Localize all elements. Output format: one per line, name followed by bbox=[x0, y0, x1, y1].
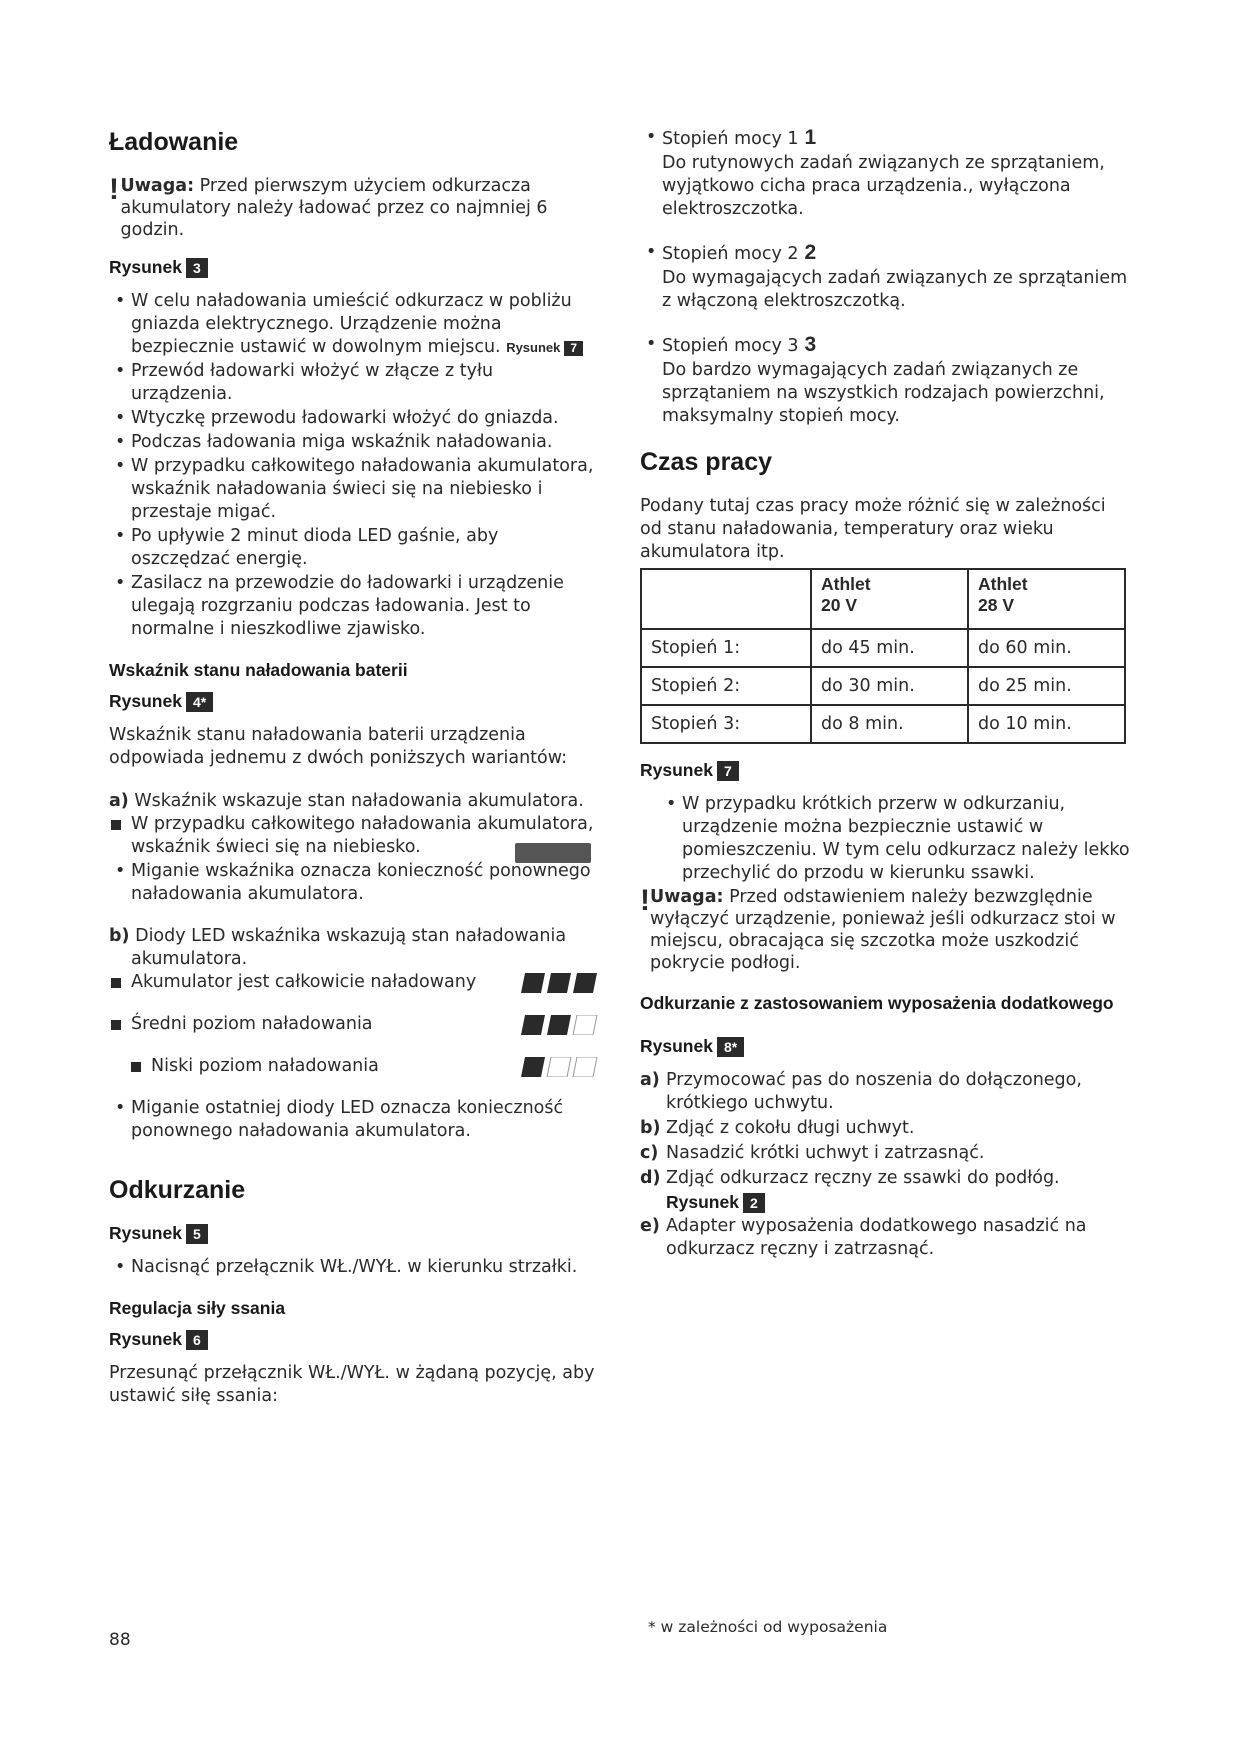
section-title-vacuuming: Odkurzanie bbox=[109, 1176, 246, 1204]
suction-text: Przesunąć przełącznik WŁ./WYŁ. w żądaną pozycję, aby ustawić siłę ssania: bbox=[109, 1363, 595, 1406]
table-cell-label: Stopień 2: bbox=[641, 667, 811, 705]
list-item: • Zasilacz na przewodzie do ładowarki i urządzenie ulegają rozgrzaniu podczas ładowania. Jest to normalne i nieszkodliwe zjawisko. bbox=[109, 572, 599, 641]
list-item: • Miganie ostatniej diody LED oznacza konieczność ponownego naładowania akumulatora. bbox=[109, 1097, 599, 1143]
step-label: d) bbox=[640, 1168, 661, 1188]
battery-full-label: Akumulator jest całkowicie naładowany bbox=[109, 971, 476, 994]
figure-ref-4 bbox=[109, 691, 599, 712]
list-item: W przypadku całkowitego naładowania akumulatora, wskaźnik świeci się na niebiesko. bbox=[109, 813, 599, 859]
figure-number: 7 bbox=[717, 761, 739, 781]
power-level-heading bbox=[640, 333, 1130, 358]
table-cell-28v: do 25 min. bbox=[968, 667, 1125, 705]
battery-low-label: Niski poziom naładowania bbox=[129, 1055, 379, 1078]
figure-label: Rysunek bbox=[109, 691, 182, 711]
section-title-runtime: Czas pracy bbox=[640, 448, 773, 476]
table-header-empty bbox=[641, 569, 811, 629]
warning-parking bbox=[640, 886, 1130, 974]
figure-number: 5 bbox=[186, 1224, 208, 1244]
page-number: 88 bbox=[109, 1630, 131, 1650]
list-item: • Po upływie 2 minut dioda LED gaśnie, aby oszczędzać energię. bbox=[109, 525, 599, 571]
figure-ref-7 bbox=[640, 760, 1130, 781]
figure-ref-8 bbox=[640, 1036, 1130, 1057]
step-text: Adapter wyposażenia dodatkowego nasadzić na odkurzacz ręczny i zatrzasnąć. bbox=[666, 1216, 1087, 1259]
figure-label: Rysunek bbox=[109, 1223, 182, 1243]
power-level-label: Stopień mocy 3 bbox=[662, 336, 799, 356]
warning-charging bbox=[109, 175, 599, 241]
figure-label: Rysunek bbox=[640, 1036, 713, 1056]
table-row bbox=[641, 705, 1125, 743]
table-header-row bbox=[641, 569, 1125, 629]
figure-ref-6 bbox=[109, 1329, 599, 1350]
table-cell-20v: do 8 min. bbox=[811, 705, 968, 743]
table-row bbox=[641, 667, 1125, 705]
power-level-text: Do wymagających zadań związanych ze sprzątaniem z włączoną elektroszczotką. bbox=[662, 268, 1128, 311]
figure-label: Rysunek bbox=[666, 1192, 739, 1212]
runtime-text: Podany tutaj czas pracy może różnić się w zależności od stanu naładowania, temperatury oraz wieku akumulatora itp. bbox=[640, 496, 1106, 562]
table-cell-20v: do 30 min. bbox=[811, 667, 968, 705]
table-cell-20v: do 45 min. bbox=[811, 629, 968, 667]
battery-mid-label: Średni poziom naładowania bbox=[109, 1013, 373, 1036]
left-column bbox=[109, 118, 599, 1418]
battery-mid-icon bbox=[521, 1015, 599, 1035]
table-header-28v bbox=[968, 569, 1125, 629]
table-header-20v bbox=[811, 569, 968, 629]
step-e bbox=[640, 1215, 1130, 1261]
figure-number: 3 bbox=[186, 258, 208, 278]
step-label: c) bbox=[640, 1143, 659, 1163]
step-label: e) bbox=[640, 1216, 660, 1236]
list-item: • Nacisnąć przełącznik WŁ./WYŁ. w kierunku strzałki. bbox=[109, 1256, 599, 1279]
figure-label: Rysunek bbox=[640, 760, 713, 780]
section-title-indicator: Wskaźnik stanu naładowania baterii bbox=[109, 660, 408, 680]
figure-ref-2 bbox=[640, 1192, 1130, 1213]
warning-text: Przed pierwszym użyciem odkurzacza akumulatory należy ładować przez co najmniej 6 godzin. bbox=[120, 176, 548, 240]
section-title-accessories: Odkurzanie z zastosowaniem wyposażenia dodatkowego bbox=[640, 993, 1114, 1013]
warning-charging-text bbox=[121, 175, 599, 241]
figure-number: 4* bbox=[186, 692, 213, 712]
figure-number: 6 bbox=[186, 1330, 208, 1350]
figure-ref-5 bbox=[109, 1223, 599, 1244]
power-level-3 bbox=[640, 333, 1130, 428]
header-model: Athlet bbox=[821, 574, 871, 594]
power-level-number: 3 bbox=[804, 333, 817, 356]
list-item bbox=[109, 290, 599, 359]
step-label: a) bbox=[640, 1070, 660, 1090]
power-level-2 bbox=[640, 241, 1130, 313]
power-level-text: Do bardzo wymagających zadań związanych ze sprzątaniem na wszystkich rodzajach powierzchni, maksymalny stopień mocy. bbox=[662, 360, 1105, 426]
step-text: Przymocować pas do noszenia do dołączonego, krótkiego uchwytu. bbox=[666, 1070, 1082, 1113]
step-c bbox=[640, 1142, 1130, 1165]
section-title-suction: Regulacja siły ssania bbox=[109, 1298, 286, 1318]
table-cell-28v: do 60 min. bbox=[968, 629, 1125, 667]
header-voltage: 20 V bbox=[821, 595, 857, 615]
step-text: Zdjąć odkurzacz ręczny ze ssawki do podłóg. bbox=[666, 1168, 1060, 1188]
figure-label: Rysunek bbox=[109, 257, 182, 277]
list-item: • W przypadku krótkich przerw w odkurzaniu, urządzenie można bezpiecznie ustawić w pomieszczeniu. W tym celu odkurzacz należy lekko przechylić do przodu w kierunku ssawki. bbox=[660, 793, 1130, 885]
battery-full-icon bbox=[521, 973, 599, 993]
header-voltage: 28 V bbox=[978, 595, 1014, 615]
variant-text: Wskaźnik wskazuje stan naładowania akumulatora. bbox=[128, 791, 584, 811]
power-level-number: 1 bbox=[804, 126, 817, 149]
variant-a bbox=[109, 790, 599, 813]
figure-label: Rysunek bbox=[109, 1329, 182, 1349]
variant-label: a) bbox=[109, 791, 129, 811]
step-text: Nasadzić krótki uchwyt i zatrzasnąć. bbox=[666, 1143, 985, 1163]
table-cell-label: Stopień 1: bbox=[641, 629, 811, 667]
variant-label: b) bbox=[109, 926, 130, 946]
list-item: • Przewód ładowarki włożyć w złącze z tyłu urządzenia. bbox=[109, 360, 599, 406]
footnote: * w zależności od wyposażenia bbox=[648, 1618, 888, 1636]
battery-low-icon bbox=[521, 1057, 599, 1077]
power-level-label: Stopień mocy 1 bbox=[662, 129, 799, 149]
step-a bbox=[640, 1069, 1130, 1115]
step-text: Zdjąć z cokołu długi uchwyt. bbox=[666, 1118, 915, 1138]
warning-parking-text bbox=[650, 886, 1130, 974]
list-item: • W przypadku całkowitego naładowania akumulatora, wskaźnik naładowania świeci się na niebiesko i przestaje migać. bbox=[109, 455, 599, 524]
step-d bbox=[640, 1167, 1130, 1190]
figure-number: 2 bbox=[743, 1193, 765, 1213]
list-item-text: W celu naładowania umieścić odkurzacz w pobliżu gniazda elektrycznego. Urządzenie można bezpiecznie ustawić w dowolnym miejscu. bbox=[131, 291, 572, 357]
power-level-heading bbox=[640, 241, 1130, 266]
indicator-intro: Wskaźnik stanu naładowania baterii urządzenia odpowiada jednemu z dwóch poniższych wariantów: bbox=[109, 725, 567, 768]
table-cell-28v: do 10 min. bbox=[968, 705, 1125, 743]
warning-label: Uwaga: bbox=[120, 176, 195, 196]
header-model: Athlet bbox=[978, 574, 1028, 594]
figure-label: Rysunek bbox=[506, 340, 561, 355]
list-item: • Podczas ładowania miga wskaźnik naładowania. bbox=[109, 431, 599, 454]
section-title-charging: Ładowanie bbox=[109, 128, 239, 156]
power-level-heading bbox=[640, 126, 1130, 151]
figure-number: 8* bbox=[717, 1037, 744, 1057]
variant-text: Diody LED wskaźnika wskazują stan naładowania akumulatora. bbox=[129, 926, 567, 969]
warning-icon: ! bbox=[640, 884, 650, 917]
step-label: b) bbox=[640, 1118, 661, 1138]
power-level-number: 2 bbox=[804, 241, 817, 264]
list-item: • Wtyczkę przewodu ładowarki włożyć do gniazda. bbox=[109, 407, 599, 430]
figure-ref-3 bbox=[109, 257, 599, 278]
warning-icon: ! bbox=[109, 173, 119, 206]
power-level-text: Do rutynowych zadań związanych ze sprzątaniem, wyjątkowo cicha praca urządzenia., wyłączona elektroszczotka. bbox=[662, 153, 1105, 219]
right-column bbox=[640, 126, 1130, 1263]
list-item: • Miganie wskaźnika oznacza konieczność ponownego naładowania akumulatora. bbox=[109, 860, 599, 906]
variant-b bbox=[109, 925, 599, 971]
warning-label: Uwaga: bbox=[650, 887, 724, 907]
runtime-table bbox=[640, 568, 1126, 744]
table-row bbox=[641, 629, 1125, 667]
step-b bbox=[640, 1117, 1130, 1140]
figure-number: 7 bbox=[564, 341, 583, 356]
warning-text: Przed odstawieniem należy bezwzględnie wyłączyć urządzenie, ponieważ jeśli odkurzacz stoi w miejscu, obracająca się szczotka może uszkodzić pokrycie podłogi. bbox=[650, 887, 1116, 973]
power-level-label: Stopień mocy 2 bbox=[662, 244, 799, 264]
table-cell-label: Stopień 3: bbox=[641, 705, 811, 743]
power-level-1 bbox=[640, 126, 1130, 221]
